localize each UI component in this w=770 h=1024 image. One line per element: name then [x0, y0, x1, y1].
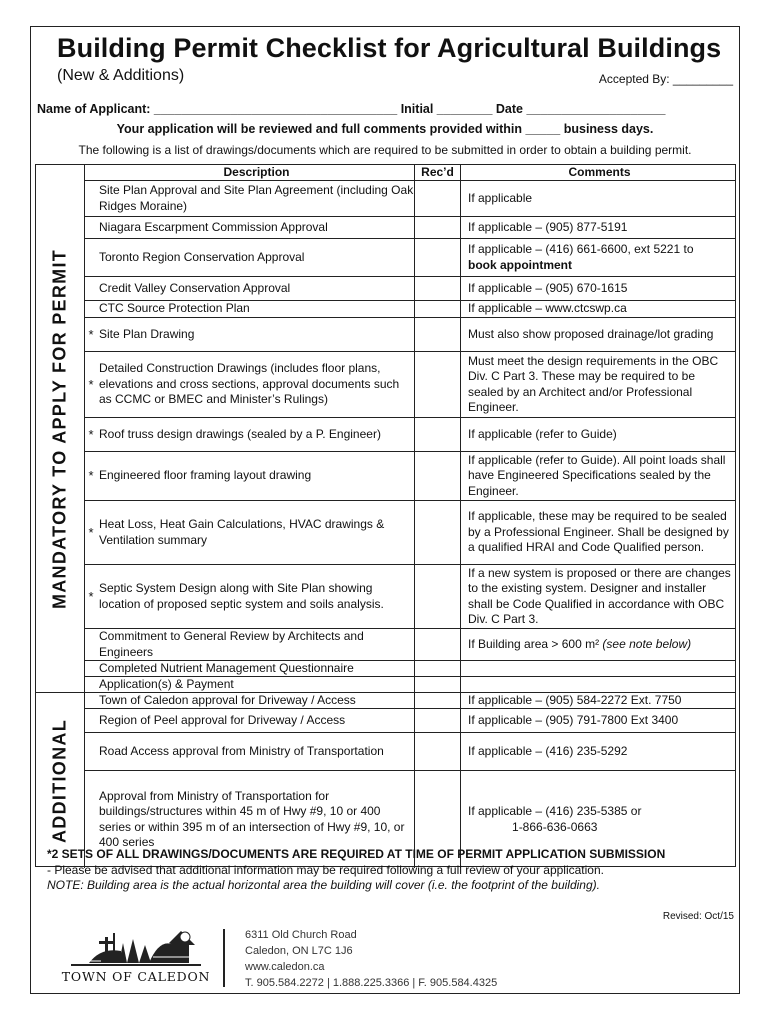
additional-section-label: ADDITIONAL [36, 692, 85, 868]
table-row: Region of Peel approval for Driveway / Access If applicable – (905) 791-7800 Ext 3400 [85, 708, 735, 732]
column-comments: Comments [568, 164, 631, 179]
recd-checkbox[interactable] [415, 277, 461, 300]
table-row: CTC Source Protection Plan If applicable – www.ctcswp.ca [85, 300, 735, 317]
building-area-note: NOTE: Building area is the actual horizontal area the building will cover (i.e. the footprint of the building). [47, 878, 600, 892]
mandatory-section-label: MANDATORY TO APPLY FOR PERMIT [36, 165, 85, 692]
table-row: Town of Caledon approval for Driveway / Access If applicable – (905) 584-2272 Ext. 7750 [85, 692, 735, 708]
checklist-table [35, 164, 736, 867]
recd-checkbox[interactable] [415, 217, 461, 238]
intro-text: The following is a list of drawings/documents which are required to be submitted in order to obtain a building permit. [78, 143, 692, 157]
table-row: Commitment to General Review by Architects and Engineers If Building area > 600 m² (see note below) [85, 628, 735, 660]
recd-checkbox[interactable] [415, 239, 461, 276]
footer-address: 6311 Old Church Road Caledon, ON L7C 1J6 www.caledon.ca T. 905.584.2272 | 1.888.225.3366 | F. 905.584.4325 [245, 929, 498, 989]
applicant-info-line[interactable]: Name of Applicant: ___________________________________ Initial ________ Date ____________________ [37, 102, 666, 116]
recd-checkbox[interactable] [415, 693, 461, 708]
website-link[interactable]: www.caledon.ca [245, 961, 325, 973]
column-description: Description [97, 165, 415, 180]
recd-checkbox[interactable] [415, 733, 461, 770]
recd-checkbox[interactable] [415, 181, 461, 216]
logo-text: TOWN OF CALEDON [61, 969, 211, 984]
town-logo-icon [61, 927, 211, 967]
table-row: * Engineered floor framing layout drawing If applicable (refer to Guide). All point loads shall have Engineered Specifications sealed by the Engineer. [85, 451, 735, 500]
checklist-page [30, 26, 740, 994]
page-subtitle: (New & Additions) [57, 67, 185, 84]
table-row: Completed Nutrient Management Questionnaire [85, 660, 735, 676]
review-notice: Your application will be reviewed and full comments provided within _____ business days. [116, 122, 654, 136]
advisory-note: - Please be advised that additional information may be required following a full review of your application. [47, 863, 604, 877]
table-row: Niagara Escarpment Commission Approval If applicable – (905) 877-5191 [85, 216, 735, 238]
recd-checkbox[interactable] [415, 301, 461, 317]
recd-checkbox[interactable] [415, 452, 461, 500]
table-header [85, 165, 735, 180]
submission-note: *2 SETS OF ALL DRAWINGS/DOCUMENTS ARE REQUIRED AT TIME OF PERMIT APPLICATION SUBMISSION [47, 847, 666, 861]
page-title: Building Permit Checklist for Agricultural Buildings [57, 33, 722, 63]
recd-checkbox[interactable] [415, 661, 461, 676]
accepted-by-field[interactable]: Accepted By: _________ [598, 72, 733, 86]
table-row: Application(s) & Payment [85, 676, 735, 692]
recd-checkbox[interactable] [415, 629, 461, 660]
table-row: * Heat Loss, Heat Gain Calculations, HVAC drawings & Ventilation summary If applicable, these may be required to be sealed by a Professional Engineer. Shall be designed by a qualified HRAI and Code Qualified person. [85, 500, 735, 564]
table-row: Road Access approval from Ministry of Transportation If applicable – (416) 235-5292 [85, 732, 735, 770]
recd-checkbox[interactable] [415, 677, 461, 692]
town-logo [61, 927, 211, 985]
recd-checkbox[interactable] [415, 352, 461, 417]
table-row: * Site Plan Drawing Must also show proposed drainage/lot grading [85, 317, 735, 351]
recd-checkbox[interactable] [415, 501, 461, 564]
table-row: Credit Valley Conservation Approval If applicable – (905) 670-1615 [85, 276, 735, 300]
table-row: * Septic System Design along with Site Plan showing location of proposed septic system and soils analysis. If a new system is proposed or there are changes to the existing system. Designer and installer shall be Code Qualified in accordance with OBC Div. C Part 3. [85, 564, 735, 628]
table-row: * Roof truss design drawings (sealed by a P. Engineer) If applicable (refer to Guide) [85, 417, 735, 451]
recd-checkbox[interactable] [415, 318, 461, 351]
recd-checkbox[interactable] [415, 565, 461, 628]
footer-divider [223, 929, 225, 987]
column-recd: Rec’d [415, 165, 461, 180]
revised-date: Revised: Oct/15 [662, 911, 734, 922]
table-row: Approval from Ministry of Transportation for buildings/structures within 45 m of Hwy #9, 10 or 400 series or within 395 m of an intersection of Hwy #9, 10, or 400 series If applicable – (416) 235-5385 or 1-866-636-0663 [85, 770, 735, 868]
table-row: * Detailed Construction Drawings (includes floor plans, elevations and cross sections, approval documents such as CCMC or BMEC and Minister’s Rulings) Must meet the design requirements in the OBC Div. C Part 3. These may be required to be sealed by an Architect and/or Professional Engineer. [85, 351, 735, 417]
recd-checkbox[interactable] [415, 709, 461, 732]
table-row: Site Plan Approval and Site Plan Agreement (including Oak Ridges Moraine) If applicable [85, 180, 735, 216]
recd-checkbox[interactable] [415, 418, 461, 451]
table-row: Toronto Region Conservation Approval If applicable – (416) 661-6600, ext 5221 to book appointment [85, 238, 735, 276]
